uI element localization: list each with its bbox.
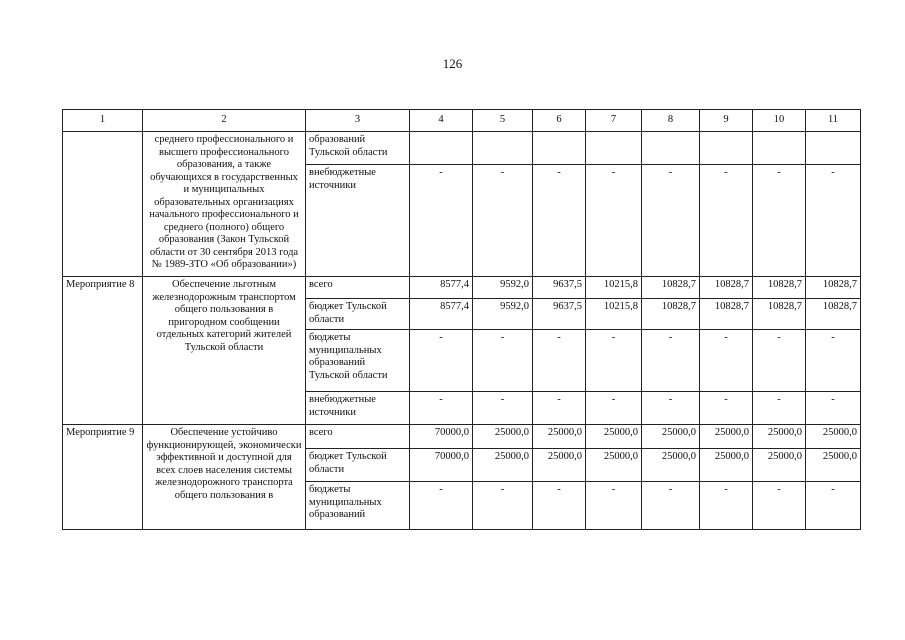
value-cell — [586, 132, 642, 165]
value-cell: 9592,0 — [473, 299, 533, 330]
value-cell — [700, 132, 753, 165]
column-number: 3 — [306, 110, 410, 132]
value-cell: - — [410, 330, 473, 392]
funding-source: всего — [306, 425, 410, 449]
value-cell: 10828,7 — [806, 299, 861, 330]
value-cell — [533, 132, 586, 165]
value-cell: 10215,8 — [586, 299, 642, 330]
funding-source: внебюджетные источники — [306, 392, 410, 425]
value-cell: 25000,0 — [700, 449, 753, 482]
value-cell — [642, 132, 700, 165]
funding-source: бюджет Тульской области — [306, 449, 410, 482]
table-row — [63, 277, 861, 299]
column-number: 2 — [143, 110, 306, 132]
value-cell: - — [533, 482, 586, 530]
funding-source: образований Тульской области — [306, 132, 410, 165]
column-number: 8 — [642, 110, 700, 132]
column-number: 5 — [473, 110, 533, 132]
value-cell: 25000,0 — [753, 449, 806, 482]
column-number: 10 — [753, 110, 806, 132]
value-cell: 9637,5 — [533, 277, 586, 299]
value-cell: 25000,0 — [642, 449, 700, 482]
value-cell: 10215,8 — [586, 277, 642, 299]
value-cell: 10828,7 — [753, 299, 806, 330]
value-cell: - — [806, 482, 861, 530]
value-cell: - — [753, 482, 806, 530]
value-cell: 25000,0 — [586, 449, 642, 482]
value-cell: - — [586, 482, 642, 530]
value-cell: - — [473, 392, 533, 425]
value-cell: 10828,7 — [642, 299, 700, 330]
value-cell: 25000,0 — [806, 449, 861, 482]
value-cell: - — [473, 165, 533, 277]
value-cell — [410, 132, 473, 165]
activity-description: Обеспечение льготным железнодорожным транспортом общего пользования в пригородном сообщении отдельных категорий жителей Тульской области — [143, 277, 306, 425]
value-cell: 25000,0 — [473, 425, 533, 449]
value-cell: - — [700, 482, 753, 530]
value-cell: 25000,0 — [586, 425, 642, 449]
value-cell: 8577,4 — [410, 277, 473, 299]
value-cell: 9637,5 — [533, 299, 586, 330]
value-cell: - — [806, 165, 861, 277]
funding-source: внебюджетные источники — [306, 165, 410, 277]
value-cell: 25000,0 — [642, 425, 700, 449]
value-cell: - — [473, 482, 533, 530]
activity-name-cell — [63, 132, 143, 277]
value-cell: - — [473, 330, 533, 392]
value-cell: 25000,0 — [753, 425, 806, 449]
program-funding-table — [62, 109, 861, 530]
value-cell: - — [700, 392, 753, 425]
column-number: 9 — [700, 110, 753, 132]
column-number: 4 — [410, 110, 473, 132]
activity-name: Мероприятие 9 — [63, 425, 143, 530]
value-cell: 8577,4 — [410, 299, 473, 330]
value-cell: 25000,0 — [473, 449, 533, 482]
funding-source: бюджеты муниципальных образований — [306, 482, 410, 530]
column-number-row — [63, 110, 861, 132]
funding-source: бюджет Тульской области — [306, 299, 410, 330]
activity-description: Обеспечение устойчиво функционирующей, экономически эффективной и доступной для всех слоев населения системы железнодорожного транспорта общего пользования в — [143, 425, 306, 530]
activity-description: среднего профессионального и высшего профессионального образования, а также обучающихся в государственных и муниципальных образовательных организациях начального профессионального и среднего (полного) общего образования (Закон Тульской области от 30 сентября 2013 года № 1989-ЗТО «Об образовании») — [143, 132, 306, 277]
table-row — [63, 132, 861, 165]
column-number: 6 — [533, 110, 586, 132]
value-cell: - — [642, 482, 700, 530]
value-cell: - — [586, 392, 642, 425]
value-cell: 25000,0 — [533, 449, 586, 482]
value-cell — [753, 132, 806, 165]
column-number: 7 — [586, 110, 642, 132]
value-cell: - — [700, 165, 753, 277]
value-cell: - — [533, 330, 586, 392]
funding-source: всего — [306, 277, 410, 299]
value-cell: 10828,7 — [806, 277, 861, 299]
value-cell: - — [806, 330, 861, 392]
value-cell: - — [642, 392, 700, 425]
value-cell: - — [533, 165, 586, 277]
page-number: 126 — [442, 56, 463, 71]
value-cell: 10828,7 — [753, 277, 806, 299]
value-cell: - — [586, 165, 642, 277]
value-cell: 70000,0 — [410, 449, 473, 482]
value-cell: 25000,0 — [533, 425, 586, 449]
value-cell: 25000,0 — [700, 425, 753, 449]
value-cell: - — [586, 330, 642, 392]
value-cell: - — [642, 330, 700, 392]
value-cell: 10828,7 — [700, 277, 753, 299]
value-cell: - — [410, 165, 473, 277]
activity-name: Мероприятие 8 — [63, 277, 143, 425]
value-cell: 10828,7 — [700, 299, 753, 330]
value-cell: 25000,0 — [806, 425, 861, 449]
value-cell: - — [642, 165, 700, 277]
value-cell: 10828,7 — [642, 277, 700, 299]
value-cell: - — [753, 392, 806, 425]
value-cell: - — [806, 392, 861, 425]
value-cell: - — [410, 392, 473, 425]
column-number: 11 — [806, 110, 861, 132]
value-cell: - — [410, 482, 473, 530]
value-cell: - — [753, 330, 806, 392]
value-cell — [806, 132, 861, 165]
column-number: 1 — [63, 110, 143, 132]
value-cell: - — [753, 165, 806, 277]
value-cell: - — [533, 392, 586, 425]
value-cell: 9592,0 — [473, 277, 533, 299]
table-row — [63, 425, 861, 449]
value-cell — [473, 132, 533, 165]
value-cell: - — [700, 330, 753, 392]
value-cell: 70000,0 — [410, 425, 473, 449]
funding-source: бюджеты муниципальных образований Тульской области — [306, 330, 410, 392]
